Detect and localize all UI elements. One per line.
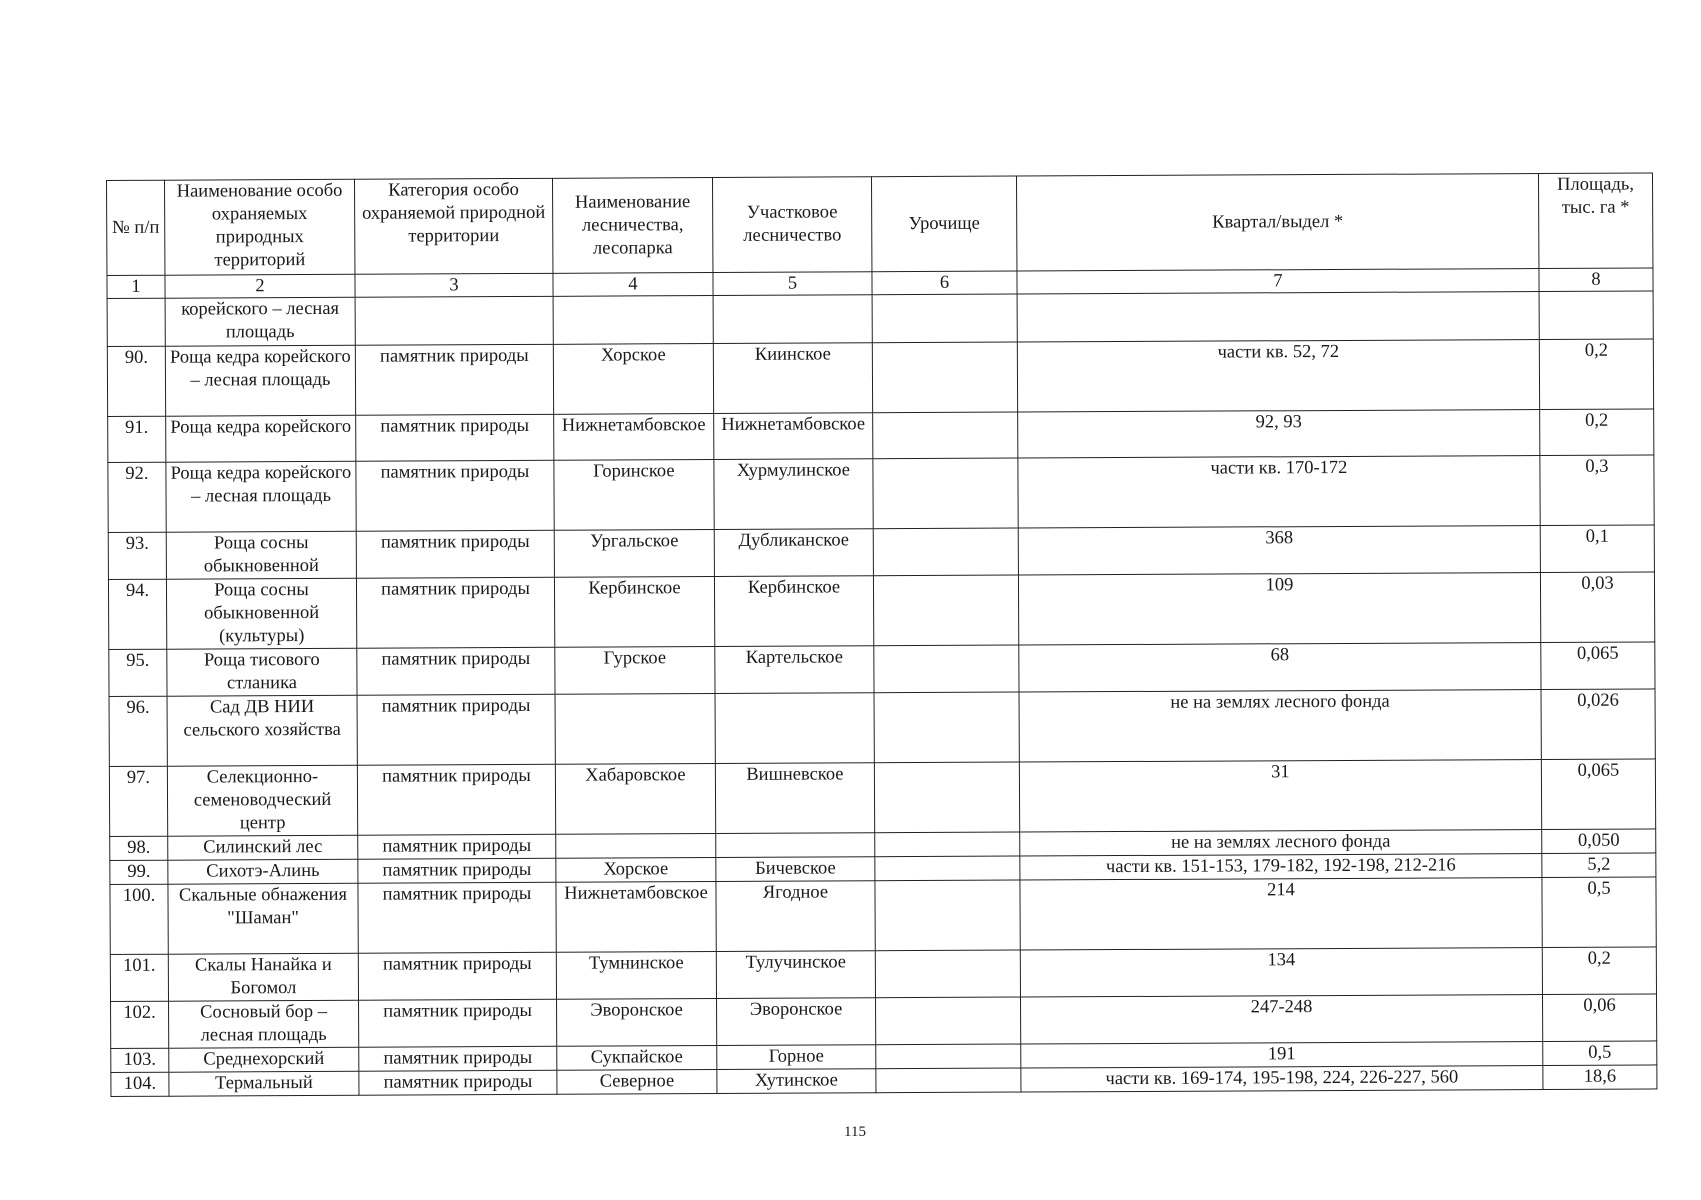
cell-number: 104. [111, 1072, 169, 1096]
cell-name: Сосновый бор – лесная площадь [169, 1000, 359, 1048]
cell-area: 0,2 [1542, 947, 1656, 995]
column-number: 6 [872, 271, 1017, 295]
cell-tract [875, 880, 1020, 951]
cell-area: 0,5 [1542, 877, 1656, 948]
cell-name: Роща кедра корейского – лесная площадь [165, 345, 355, 416]
cell-forestry: Ургальское [554, 530, 714, 578]
cell-forestry: Хорское [556, 858, 716, 883]
table-row [108, 525, 1654, 580]
cell-forestry: Эворонское [557, 999, 717, 1047]
column-number: 2 [165, 274, 355, 298]
cell-tract [874, 762, 1019, 833]
cell-district [713, 295, 872, 344]
cell-area: 0,06 [1542, 994, 1656, 1042]
cell-name: Скалы Нанайка и Богомол [168, 953, 358, 1001]
cell-area: 0,2 [1540, 409, 1654, 456]
cell-district: Картельское [715, 646, 874, 694]
cell-name: Селекционно-семеноводческий центр [167, 765, 357, 836]
cell-number: 95. [109, 649, 167, 696]
cell-quarter: части кв. 170-172 [1018, 455, 1540, 528]
cell-tract [873, 458, 1018, 529]
column-number: 7 [1017, 268, 1539, 294]
header-name: Наименование особо охраняемых природных территорий [165, 179, 355, 275]
cell-name: Сад ДВ НИИ сельского хозяйства [167, 695, 357, 766]
table-header-row [107, 173, 1653, 276]
cell-district: Тулучинское [716, 951, 875, 999]
cell-forestry: Горинское [554, 460, 714, 531]
cell-category: памятник природы [356, 577, 554, 648]
cell-category [355, 296, 553, 345]
table-row [111, 994, 1657, 1049]
cell-forestry [556, 834, 716, 859]
cell-district: Бичевское [716, 857, 875, 882]
cell-tract [876, 997, 1021, 1045]
table-row [107, 339, 1653, 417]
cell-area: 0,050 [1542, 829, 1656, 854]
cell-tract [876, 1068, 1021, 1093]
cell-quarter: части кв. 151-153, 179-182, 192-198, 212-216 [1020, 853, 1542, 880]
cell-category: памятник природы [358, 858, 556, 883]
cell-category: памятник природы [357, 694, 555, 765]
cell-number: 97. [109, 766, 167, 836]
cell-area: 0,065 [1541, 642, 1655, 690]
cell-area: 0,03 [1540, 572, 1654, 643]
cell-quarter: части кв. 52, 72 [1017, 339, 1539, 412]
continuation-row [107, 291, 1653, 347]
cell-number: 92. [108, 462, 166, 532]
cell-forestry: Нижнетамбовское [554, 414, 714, 461]
cell-name: Термальный [169, 1071, 359, 1096]
header-quarter: Квартал/выдел * [1016, 173, 1538, 271]
cell-forestry: Хорское [553, 344, 713, 415]
cell-name: Роща кедра корейского [166, 415, 356, 462]
cell-tract [873, 575, 1018, 646]
cell-district [715, 693, 874, 764]
cell-number: 93. [108, 532, 166, 579]
cell-number: 98. [110, 836, 168, 860]
cell-category: памятник природы [356, 414, 554, 461]
cell-district: Хутинское [717, 1069, 876, 1094]
cell-quarter: 214 [1020, 877, 1542, 950]
page-number: 115 [844, 1124, 866, 1140]
table-row [110, 877, 1656, 955]
cell-tract [875, 856, 1020, 881]
cell-area: 0,065 [1541, 759, 1655, 830]
cell-district: Нижнетамбовское [714, 413, 873, 460]
cell-forestry [555, 694, 715, 765]
cell-forestry: Гурское [555, 647, 715, 695]
cell-forestry [553, 296, 713, 345]
cell-category: памятник природы [359, 999, 557, 1047]
cell-district: Эворонское [717, 998, 876, 1046]
cell-forestry: Сукпайское [557, 1046, 717, 1071]
cell-name: Роща сосны обыкновенной (культуры) [166, 578, 356, 649]
cell-district [716, 833, 875, 858]
cell-area [1539, 291, 1653, 340]
cell-category: памятник природы [357, 764, 555, 835]
column-number: 3 [355, 273, 553, 297]
cell-forestry: Кербинское [554, 577, 714, 648]
cell-area: 0,2 [1539, 339, 1653, 410]
cell-category: памятник природы [359, 1070, 557, 1095]
cell-quarter: не на землях лесного фонда [1019, 689, 1541, 762]
cell-area: 0,5 [1543, 1041, 1657, 1066]
cell-name: Роща тисового стланика [167, 648, 357, 696]
cell-category: памятник природы [356, 460, 554, 531]
cell-number: 94. [108, 579, 166, 649]
cell-district: Горное [717, 1045, 876, 1070]
cell-number [107, 298, 165, 346]
cell-area: 5,2 [1542, 853, 1656, 878]
cell-district: Дубликанское [714, 529, 873, 577]
cell-quarter: 134 [1020, 947, 1542, 997]
column-number: 5 [713, 272, 872, 296]
cell-tract [876, 1044, 1021, 1069]
cell-quarter: 247-248 [1021, 994, 1543, 1044]
protected-areas-table [106, 172, 1657, 1097]
cell-name: Роща кедра корейского – лесная площадь [166, 461, 356, 532]
cell-quarter: части кв. 169-174, 195-198, 224, 226-227, 560 [1021, 1065, 1543, 1092]
cell-quarter: 109 [1018, 572, 1540, 645]
cell-quarter: 31 [1019, 759, 1541, 832]
cell-tract [874, 645, 1019, 693]
cell-name: Роща сосны обыкновенной [166, 531, 356, 579]
cell-category: памятник природы [356, 530, 554, 578]
table-row [109, 689, 1655, 767]
cell-number: 90. [107, 346, 165, 416]
cell-district: Хурмулинское [714, 459, 873, 530]
cell-quarter: 92, 93 [1018, 409, 1540, 458]
cell-forestry: Нижнетамбовское [556, 882, 716, 953]
cell-tract [875, 950, 1020, 998]
cell-category: памятник природы [355, 344, 553, 415]
header-forestry: Наименование лесничества, лесопарка [552, 178, 712, 274]
cell-number: 103. [111, 1048, 169, 1072]
table-row [110, 947, 1656, 1002]
cell-quarter: 68 [1019, 642, 1541, 692]
cell-tract [872, 342, 1017, 413]
cell-quarter: 191 [1021, 1041, 1543, 1068]
header-tract: Урочище [871, 176, 1016, 272]
cell-number: 91. [108, 416, 166, 462]
cell-category: памятник природы [358, 834, 556, 859]
header-category: Категория особо охраняемой природной территории [354, 178, 552, 274]
cell-tract [873, 412, 1018, 459]
cell-category: памятник природы [358, 952, 556, 1000]
table-row [109, 759, 1655, 837]
cell-district: Киинское [713, 343, 872, 414]
cell-name: Скальные обнажения "Шаман" [168, 883, 358, 954]
table-row [108, 572, 1654, 650]
cell-tract [874, 692, 1019, 763]
cell-number: 99. [110, 860, 168, 884]
cell-number: 100. [110, 884, 168, 954]
cell-name: Сихотэ-Алинь [168, 859, 358, 884]
column-number: 4 [553, 273, 713, 297]
cell-name: Силинский лес [168, 835, 358, 860]
cell-tract [872, 294, 1017, 343]
table-row [108, 409, 1654, 463]
cell-quarter [1017, 291, 1539, 342]
cell-area: 0,3 [1540, 455, 1654, 526]
cell-category: памятник природы [359, 1046, 557, 1071]
header-area: Площадь, тыс. га * [1538, 173, 1652, 269]
cell-forestry: Северное [557, 1070, 717, 1095]
cell-tract [873, 528, 1018, 576]
cell-area: 18,6 [1543, 1065, 1657, 1090]
column-number: 1 [107, 275, 165, 298]
table-row [109, 642, 1655, 697]
cell-number: 102. [111, 1001, 169, 1048]
header-district-forestry: Участковое лесничество [712, 177, 871, 273]
header-number: № п/п [107, 180, 165, 275]
table-row [108, 455, 1654, 533]
cell-district: Ягодное [716, 881, 875, 952]
cell-district: Кербинское [714, 576, 873, 647]
cell-number: 101. [110, 954, 168, 1001]
cell-name: Среднехорский [169, 1047, 359, 1072]
column-number: 8 [1539, 268, 1653, 292]
cell-number: 96. [109, 696, 167, 766]
cell-area: 0,026 [1541, 689, 1655, 760]
cell-quarter: 368 [1018, 525, 1540, 575]
cell-area: 0,1 [1540, 525, 1654, 573]
cell-forestry: Хабаровское [555, 764, 715, 835]
cell-name: корейского – лесная площадь [165, 297, 355, 346]
cell-tract [875, 832, 1020, 857]
cell-category: памятник природы [357, 647, 555, 695]
cell-district: Вишневское [715, 763, 874, 834]
cell-forestry: Тумнинское [556, 952, 716, 1000]
cell-quarter: не на землях лесного фонда [1020, 829, 1542, 856]
cell-category: памятник природы [358, 882, 556, 953]
